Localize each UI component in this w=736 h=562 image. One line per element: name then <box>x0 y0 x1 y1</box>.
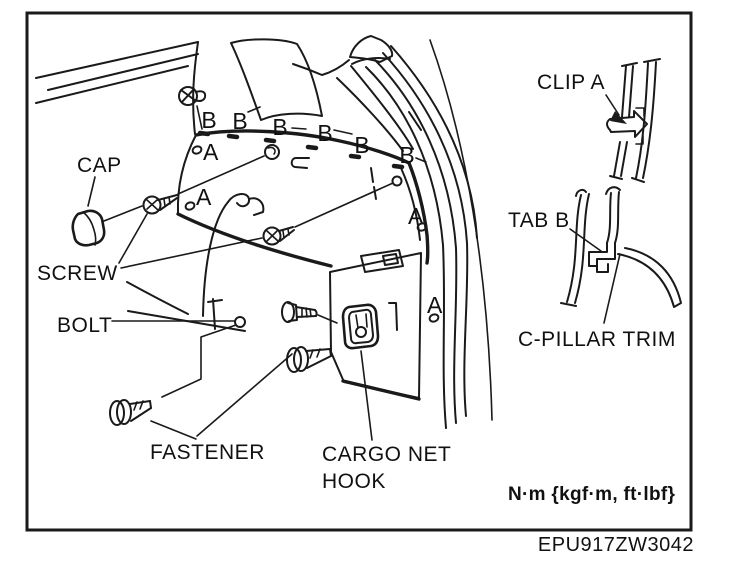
cargo-net-hook-label-line1: CARGO NET <box>322 443 452 466</box>
figure-code: EPU917ZW3042 <box>537 534 694 556</box>
screw-icon-2 <box>264 227 295 245</box>
marker-b: B <box>232 108 248 134</box>
bolt-label: BOLT <box>57 314 113 337</box>
marker-a: A <box>196 184 212 210</box>
cargo-net-hook-label-line2: HOOK <box>322 470 386 493</box>
pillar-cap <box>350 36 392 64</box>
screw-label: SCREW <box>37 262 118 285</box>
torque-unit-note: N·m {kgf·m, ft·lbf} <box>508 484 676 505</box>
marker-a: A <box>427 292 443 318</box>
marker-a: A <box>203 139 219 165</box>
c-pillar-trim-label: C-PILLAR TRIM <box>518 328 676 351</box>
body-lines <box>127 282 245 331</box>
marker-b: B <box>399 142 415 168</box>
marker-b: B <box>201 107 217 133</box>
quarter-window <box>231 39 349 120</box>
tab-b-label: TAB B <box>508 209 570 232</box>
bolt-icon <box>282 302 317 322</box>
fastener-icon-1 <box>110 400 151 425</box>
screw-icon-1 <box>144 195 178 214</box>
clip-a-label: CLIP A <box>537 71 605 94</box>
marker-a: A <box>408 203 424 229</box>
clip-a-detail <box>606 59 660 182</box>
fastener-label: FASTENER <box>150 441 265 464</box>
cap-icon <box>73 211 104 245</box>
tab-b-detail <box>561 187 681 307</box>
fastener-icon-2 <box>287 347 331 372</box>
marker-b: B <box>317 120 333 146</box>
c-pillar-weatherstrip <box>337 40 492 428</box>
roof-lines <box>36 42 198 134</box>
marker-b: B <box>354 132 370 158</box>
cargo-net-hook-icon <box>343 305 378 348</box>
cap-label: CAP <box>77 154 122 177</box>
marker-b: B <box>272 114 288 140</box>
